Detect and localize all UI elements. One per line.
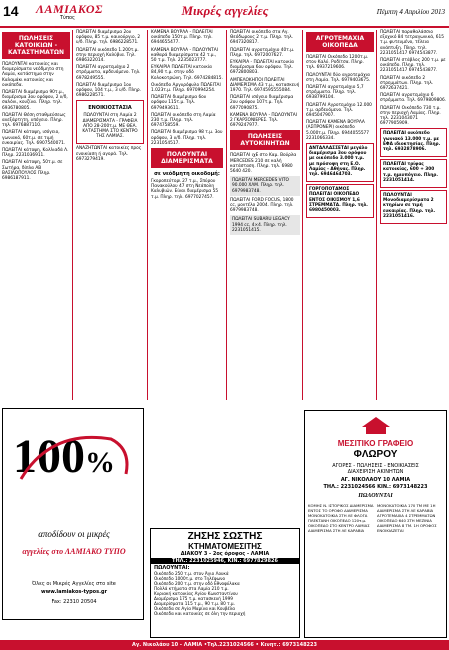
- list-item: ΑΓΡΟΤΕΜΑΧΙΑ 4 ΣΤΡΕΜΜΑΤΩΝ: [377, 513, 436, 518]
- column-5: [306, 30, 374, 220]
- list-item: ΕΝΤΟΣ ΤΟ ΟΡΟΦΟ ΔΙΑΜΕΡΙΣΜΑ: [308, 508, 368, 513]
- classified-ad: ΠΩΛΕΙΤΑΙ Θέση σταθμεύσεως ανεξάρτητη, υπόγειο. Πληρ. τηλ. 6976887110.: [2, 112, 66, 129]
- classified-ad: ΚΑΜΕΝΑ ΒΟΥΡΛΑ - ΠΩΛΕΙΤΑΙ οικόπεδο 150τ.μ. Πληρ. τηλ. 6944655477.: [151, 30, 213, 46]
- classified-ad: ΠΩΛΕΙΤΑΙ αγροτεμάχιο 5,7 στρέμματα. Πληρ. τηλ. 6938799104.: [306, 85, 364, 101]
- zisis-address: ΔΙΑΚΟΥ 3 - 2ος όροφος - ΛΑΜΙΑ: [180, 551, 270, 557]
- house-logo-icon: [360, 415, 392, 435]
- column-4: [230, 30, 300, 237]
- classified-ad: ΠΩΛΕΙΤΑΙ τρίφας κατοικίας, 600 + 300 τ.μ. ημιυπόγειο. Πληρ. 2231051414.: [383, 162, 438, 183]
- list-item: ΠΛΕΚΤΑΝΗ ΟΙΚΟΠΕΔΟ 120τ.μ.: [308, 518, 367, 523]
- list-item: ΔΙΑΜΕΡΙΣΜΑ ΣΤΗ ΛΕ ΚΑΡΑΒΙΑ: [308, 528, 365, 533]
- promo-100-percent-ad: [2, 408, 144, 620]
- page-header: [0, 0, 449, 28]
- classified-ad: ΠΩΛΟΥΝΤΑΙ Μονοδιαμερίσματα 2 κτηρίων σε τιμή ευκαιρίας. Πληρ. τηλ. 2231051416.: [383, 193, 436, 219]
- classified-ad: ΠΩΛΕΙΤΑΙ διαμέρισμα 1ου ορόφου, 104 τ.μ., 3 υ/δ. Πληρ. 6986228571.: [76, 82, 142, 99]
- mesitiko-list-right: [377, 503, 443, 533]
- list-item: ΜΟΝΟΚΑΤΟΙΚΙΑ 170 ΤΜ ΜΕ 1Η: [377, 503, 436, 508]
- rent-heading: ΕΝΟΙΚΙΟΣΤΑΣΙΑ: [88, 105, 132, 112]
- list-item: ΟΙΚΟΠΕΔΟ ΣΤΟ ΚΕΝΤΡΟ ΛΑΜΙΑΣ: [308, 523, 370, 528]
- mesitiko-address: ΑΓ. ΝΙΚΟΛΑΟΥ 10 ΛΑΜΙΑ: [340, 477, 411, 483]
- column-divider: [226, 30, 227, 400]
- list-item: ΔΙΑΜΕΡΙΣΜΑ 8 ΤΜ. 1Η ΟΡΟΦΟΣ: [377, 523, 437, 528]
- list-item: Οικόπεδο 250 τ.μ. στον Άγιο Λουκά: [154, 571, 229, 576]
- zisis-title: ΖΗΣΗΣ ΣΩΣΤΗΣ: [187, 531, 263, 542]
- classified-ad: ΠΩΛΕΙΤΑΙ αγροτεμάχιο 2 στρέμματα, αρδευόμενο. Τηλ. 6978249555.: [76, 65, 141, 81]
- classified-ad: ΓΟΡΓΟΠΟΤΑΜΟΣ ΠΩΛΕΙΤΑΙ ΟΙΚΟΠΕΔΟ ΕΝΤΟΣ ΟΙΚΙΣΜΟΥ 1,6 ΣΤΡΕΜΜΑΤΑ. Πληρ. τηλ. 6980450003.: [309, 187, 368, 214]
- classified-ad: ΠΩΛΕΙΤΑΙ ΚΑΜΕΝΑ ΒΟΥΡΛΑ (ΑΣΠΡΟΝΕΡΙ) οικόπεδο 5.000τ.μ. Πληρ. 6944055577 2231066334.: [306, 120, 370, 141]
- mesitiko-services: ΑΓΟΡΕΣ - ΠΩΛΗΣΕΙΣ - ΕΝΟΙΚΙΑΣΕΙΣ: [332, 463, 419, 469]
- classified-ad: ΕΥΚΑΙΡΙΑ ΠΩΛΕΙΤΑΙ κατοικία 84,90 τ.μ. στην οδό Κολοκοτρώνη. Τηλ. 6974284815.: [151, 65, 223, 81]
- classified-ad: ΠΩΛΕΙΤΑΙ Οικόπεδο 730 τ.μ. στην περιοχή Λαμίας. Πληρ. τηλ. 2231043071 6977905909.: [380, 105, 441, 127]
- promo-url[interactable]: www.lamiakos-typos.gr: [40, 589, 108, 595]
- column-divider: [147, 30, 148, 400]
- classified-ad: ΠΩΛΕΙΤΑΙ οικόπεδο γωνιακό 13.000 τ.μ. με ΕΦΑ ιδιοκτησίας. Πληρ. τηλ. 6932878906.: [383, 131, 441, 153]
- highlighted-ad: [380, 128, 447, 157]
- zisis-list: [151, 571, 299, 616]
- newspaper-name: ΛΑΜΙΑΚΟΣ: [36, 2, 103, 16]
- classified-ad: ΚΑΜΕΝΑ ΒΟΥΡΛΑ - ΠΩΛΟΥΝΤΑΙ καθαρά διαμερίσματα 42 τ.μ., 50 τ.μ. Τηλ. 2235023777.: [151, 47, 218, 64]
- highlighted-ad: [380, 190, 447, 224]
- list-item: Διαμέρισμα 175 τ.μ. κατασκευή 1999: [154, 596, 233, 601]
- classified-ad: ΠΩΛΕΙΤΑΙ κάτοψη, ισόγειο, γωνιακό, 60τ.μ. σε τιμή ευκαιρίας. Τηλ. 6907540071.: [2, 130, 66, 146]
- newspaper-subtitle: Τύπος: [60, 15, 75, 21]
- issue-date: Πέμπτη 4 Απριλίου 2013: [376, 8, 445, 16]
- list-item: ΜΟΝΟΚΑΤΟΙΚΙΑ ΣΤΗ ΛΕ ΦΛΟΓΑ: [308, 513, 368, 518]
- column-3: [151, 30, 223, 202]
- page-footer: Αγ. Νικολάου 10 - ΛΑΜΙΑ •Τηλ.2231024566 • Κινητ.: 6973148223: [0, 640, 449, 650]
- mesitiko-list-left: [308, 503, 374, 533]
- classified-ad: Οικόπεδο Αργυρόφυλο ΠΩΛΕΙΤΑΙ 1.023τ.μ. Πληρ. 6970994254.: [151, 82, 221, 94]
- section-subheading: σε νεόδμητη οικοδομή:: [154, 171, 220, 178]
- column-divider: [302, 30, 303, 400]
- classified-ad: ΠΩΛΟΥΝΤΑΙ δύο αγροτεμάχια στη Λαμία. Τηλ. 6979403675.: [306, 72, 371, 83]
- classified-ad: ΠΩΛΕΙΤΑΙ στάβλος 200 τ.μ. με οικόπεδο. Πληρ. τηλ. 2231051417 6974543877.: [380, 58, 446, 74]
- column-divider: [72, 30, 73, 400]
- classified-ad: ΠΩΛΕΙΤΑΙ κάτοψη, Κολλιαδά Λ. Πληρ. 2231036911.: [2, 148, 69, 159]
- classified-ad: ΠΩΛΕΙΤΑΙ οικόπεδο στα Αγ. Θεόδωρους 2 τ.μ. Πληρ. τηλ. 6947320817.: [230, 30, 293, 46]
- promo-line-3: Όλες οι Μικρές Αγγελίες στο site: [32, 581, 116, 587]
- section-heading: ΠΩΛΗΣΕΙΣ ΚΑΤΟΙΚΙΩΝ - ΚΑΤΑΣΤΗΜΑΤΩΝ: [2, 32, 70, 59]
- classified-ad: ΚΑΜΕΝΑ ΒΟΥΡΛΑ - ΠΩΛΟΥΝΤΑΙ 2 ΓΚΑΡΣΟΝΙΕΡΕΣ. Τηλ. 6979247977.: [230, 112, 297, 129]
- promo-fax: Fax: 22310 20504: [51, 599, 97, 605]
- florou-realtor-ad: [304, 410, 447, 638]
- classified-ad: ΠΩΛΕΙΤΑΙ SUBARU LEGACY 1994 cc, 4×4. Πληρ. τηλ. 2231051415.: [230, 215, 300, 235]
- classified-ad: ΠΩΛΕΙΤΑΙ FORD FOCUS, 1800 cc, μοντέλο 2004. Πληρ. τηλ. 6979983748.: [230, 197, 294, 214]
- promo-line-2: αγγελίες στο ΛΑΜΙΑΚΟ ΤΥΠΟ: [22, 547, 126, 556]
- page-number: 14: [3, 3, 19, 19]
- column-divider: [376, 30, 377, 400]
- promo-line-1: αποδίδουν οι μικρές: [38, 529, 110, 539]
- rent-ad: ΠΩΛΟΥΝΤΑΙ στη Λαμία 2 ΔΙΑΜΕΡΙΣΜΑΤΑ - ΓΡΑΦΕΙΑ ΑΠΟ 28-200τ.μ. ΜΕ ΘΕΑ. ΚΑΤΑΣΤΗΜΑ ΣΤΟ ΚΕΝΤΡΟ ΤΗΣ ΛΑΜΙΑΣ.: [82, 113, 138, 140]
- promo-number: 100: [13, 430, 85, 483]
- mesitiko-phones: ΤΗΛ.: 2231024566 ΚΙΝ.: 6973148223: [323, 484, 428, 490]
- classified-ad: ΠΩΛΕΙΤΑΙ οικόπεδο στη Λαμία 230 τ.μ. Πληρ. τηλ. 6974758559.: [151, 112, 216, 129]
- classified-ad: ΠΩΛΕΙΤΑΙ MERCEDES VITO 90.000 ΧΛΜ. Πληρ. τηλ. 6979983748.: [230, 176, 300, 196]
- mesitiko-title: ΜΕΣΙΤΙΚΟ ΓΡΑΦΕΙΟ: [337, 439, 414, 448]
- zisis-realtor-ad: [150, 528, 300, 638]
- highlighted-ad: [306, 184, 374, 218]
- classified-ad: ΠΩΛΕΙΤΑΙ κάτοψη, 50τ.μ. σε Σωτήρα, δίπλα ΑΒ ΒΑΣΙΛΟΠΟΥΛΟΣ Πληρ. 6986187911.: [2, 160, 63, 182]
- list-item: ΚΟΜΗΣ Ν. ΙΣΤΟΡΙΚΟΣ ΔΙΑΜΕΡΙΣΜΑ: [308, 503, 374, 508]
- classified-ad: ΠΩΛΕΙΤΑΙ οικόπεδο 2 στρεμμάτων. Πληρ. τηλ. 6972637421.: [380, 75, 434, 92]
- list-item: Κυριακή κατοικίας Αγίου Κωνσταντίνου: [154, 591, 238, 596]
- highlighted-ad: [306, 143, 374, 182]
- classified-ad: ΑΜΠΕΛΟΚΗΠΟΙ ΠΩΛΕΙΤΑΙ ΔΙΑΜΕΡΙΣΜΑ 43 τ.μ., κατασκευή 1970. Τηλ. 6974595555084.: [230, 77, 300, 94]
- classified-ad: Γκοροπεύτορι 27 τ.μ., Σπύρου Πανακούλου 47 στη Νεάπολη Καλυβιών. Είναι διαμέρισμα 55 τ.μ. Πληρ. τηλ. 6977027457.: [151, 179, 219, 200]
- zisis-phones: ΤΗΛ.: 2231025946, ΚΙΝ.: 6977829826: [151, 558, 299, 564]
- list-item: Οικόπεδο 200 τ.μ. στην οδό Εθνοφύλακα: [154, 581, 240, 586]
- classified-ad: ΑΝΑΖΗΤΩΝΤΑΙ κατοικίες προς ενοικίαση ή αγορά. Τηλ. 6973279419.: [76, 146, 142, 162]
- classified-ad: ΠΩΛΟΥΝΤΑΙ κατοικίες και διαμερίσματα νεόδμητα στη Λαμία, κατάστημα στην Καλαμάκι κατοικίες και οικόπεδα.: [2, 62, 64, 88]
- classified-ad: ΕΥΚΑΙΡΙΑ - ΠΩΛΕΙΤΑΙ κατοικία διαμέρισμα 6ου ορόφου. Τηλ. 6972800803.: [230, 60, 294, 76]
- classified-ad: ΠΩΛΕΙΤΑΙ αγροτεμάχιο 6 στρέμματα. Τηλ. 6979809806.: [380, 93, 447, 104]
- zisis-subtitle: ΚΤΗΜΑΤΟΜΕΣΙΤΗΣ: [188, 542, 262, 551]
- classified-ad: ΠΩΛΕΙΤΑΙ οικόπεδο 1.200τ.μ. στην περιοχή Καλύβια. Τηλ. 6986322014.: [76, 47, 139, 64]
- list-item: Οικόπεδα σε Αγία Μαρίνα και Κουβέλα: [154, 606, 236, 611]
- classified-ad: ΠΩΛΕΙΤΑΙ διαμέρισμα 90τ.μ., διαμέρισμα 3ου ορόφου, 2 υ/δ, σαλόνι, κουζίνα. Πληρ. τηλ. 6936780805.: [2, 90, 68, 111]
- section-heading: ΠΩΛΗΣΕΙΣ ΑΥΤΟΚΙΝΗΤΩΝ: [230, 130, 300, 150]
- mesitiko-services-2: ΔΙΑΧΕΙΡΙΣΗ ΑΚΙΝΗΤΩΝ: [347, 469, 404, 475]
- classified-ad: ΠΩΛΕΙΤΑΙ ισόγειο διαμέρισμα 2ου ορόφου 107τ.μ. Τηλ. 6977090875.: [230, 95, 294, 111]
- list-item: Οικόπεδα και κατοικίες σε όλη την περιοχή: [154, 611, 246, 616]
- list-item: ΟΙΚΟΠΕΔΟ 640 ΣΤΗ ΜΕΖΙΝΙΑ: [377, 518, 432, 523]
- list-item: ΕΝΟΙΚΙΑΖΕΤΑΙ: [377, 528, 404, 533]
- column-2: [76, 30, 144, 164]
- classified-ad: ΠΩΛΕΙΤΑΙ Αγροτεμάχιο 12.000 τ.μ. αρδευόμενο. Τηλ. 6945047907.: [306, 102, 372, 119]
- list-item: ΔΙΑΜΕΡΙΣΜΑ ΣΤΗ ΛΕ ΚΑΡΑΒΙΑ: [377, 508, 434, 513]
- promo-percent: %: [85, 446, 115, 479]
- classified-ad: ΠΩΛΕΙΤΑΙ διαμέρισμα 98 τ.μ. 3ου ορόφου, 3 υ/δ. Πληρ. τηλ. 2231054517.: [151, 130, 223, 146]
- zisis-list-heading: ΠΩΛΟΥΝΤΑΙ:: [154, 565, 190, 571]
- promo-ribbon-icon: [11, 419, 137, 509]
- classified-ad: ΠΩΛΕΙΤΑΙ διαμέρισμα 6ου ορόφου 115τ.μ. Τηλ. 6979493611.: [151, 95, 207, 111]
- list-item: Πολλά κτήματα στα Λαμία 210 τ.μ.: [154, 586, 229, 591]
- highlighted-ad: [380, 159, 447, 188]
- classified-ad: ΠΩΛΕΙΤΑΙ ιχΕ στο Καμ. Βούρλα MERCEDES 210 σε καλή κατάσταση. Πληρ. τηλ. 6980 5640 420.: [230, 153, 297, 175]
- classified-ad: ΠΩΛΕΙΤΑΙ διαμέρισμα 2ου ορόφου, 85 τ.μ. καινούργιο, 2 υ/δ. Πληρ. τηλ. 6986228571.: [76, 30, 141, 46]
- mesitiko-name: ΦΛΩΡΟΥ: [353, 449, 398, 460]
- column-1: [2, 30, 70, 183]
- rent-box: [76, 100, 144, 144]
- column-6: [380, 30, 447, 226]
- classified-ad: ΠΩΛΕΙΤΑΙ Οικόπεδο 1200τ.μ. στον Καλύ. Ροδίτσα. Πληρ. τηλ. 6937219606.: [306, 55, 369, 71]
- section-heading: ΑΓΡΟΤΕΜΑΧΙΑ ΟΙΚΟΠΕΔΑ: [306, 32, 374, 52]
- list-item: Διαμερίσματα 115 τ.μ., 90 τ.μ. 80 τ.μ.: [154, 601, 235, 606]
- classified-ad: ΠΩΛΕΙΤΑΙ παραθαλάσσιο εξοχικό 84 τετραγωνικά, 615 τ.μ. φυτευμένο, τέλεια ανάπτυξη. Πληρ. τηλ. 2231051417 6974543877.: [380, 30, 444, 56]
- list-item: Οικόπεδο 1000τ.μ. στο Τηλέφωνο: [154, 576, 226, 581]
- classified-ad: ΠΩΛΕΙΤΑΙ αγροτεμάχιο 40τ.μ. Πληρ. τηλ. 6972007627.: [230, 47, 295, 58]
- section-heading: ΠΟΛΟΥΝΤΑΙ ΔΙΑΜΕΡΙΣΜΑΤΑ: [151, 148, 223, 168]
- classified-ad: ΑΝΤΑΛΛΑΣΣΕΤΑΙ μεγάλο διαμέρισμα 3ου ορόφου με οικόπεδο 3.000 τ.μ. με πρόσοψη στη Ε.Ο. Λαμίας - Αθήνας. Πληρ. τηλ. 6946464703.: [309, 146, 368, 178]
- section-title: Μικρές αγγελίες: [181, 3, 269, 18]
- mesitiko-list-heading: ΠΩΛΟΥΝΤΑΙ: [358, 493, 393, 499]
